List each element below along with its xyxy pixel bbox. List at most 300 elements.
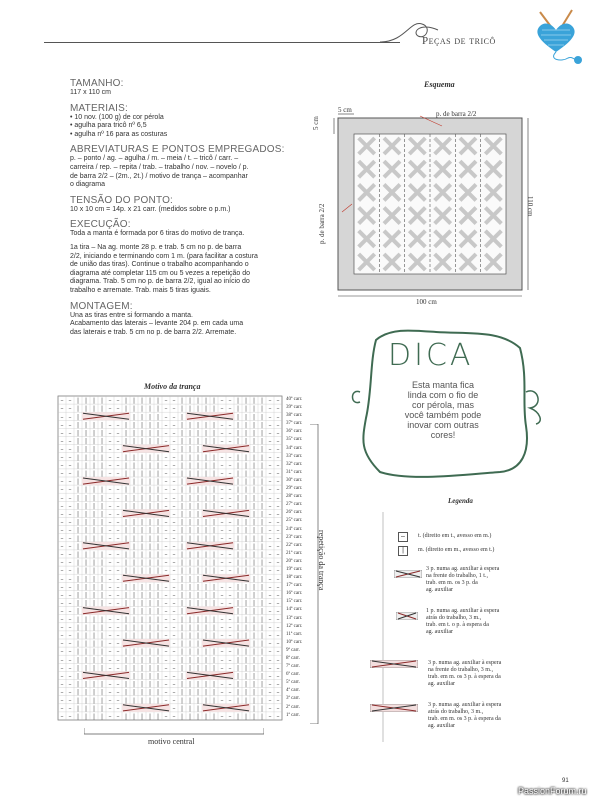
purl-stitch: –	[60, 656, 64, 664]
purl-stitch: –	[116, 616, 120, 624]
legend-symbol-cross-2	[396, 612, 418, 620]
knit-stitch: |	[132, 413, 136, 421]
knit-stitch: |	[244, 713, 248, 721]
purl-stitch: –	[172, 421, 176, 429]
purl-stitch: –	[220, 494, 224, 502]
tensao-title: TENSÃO DO PONTO:	[70, 194, 174, 206]
knit-stitch: |	[132, 397, 136, 405]
purl-stitch: –	[68, 575, 72, 583]
purl-stitch: –	[276, 543, 280, 551]
knit-stitch: |	[188, 438, 192, 446]
purl-stitch: –	[268, 640, 272, 648]
knit-stitch: |	[156, 559, 160, 567]
knit-stitch: |	[252, 559, 256, 567]
knit-stitch: |	[148, 624, 152, 632]
knit-stitch: |	[188, 446, 192, 454]
knit-stitch: |	[124, 462, 128, 470]
knit-stitch: |	[100, 502, 104, 510]
knit-stitch: |	[124, 600, 128, 608]
purl-stitch: –	[108, 502, 112, 510]
purl-stitch: –	[116, 600, 120, 608]
purl-stitch: –	[68, 478, 72, 486]
purl-stitch: –	[220, 421, 224, 429]
knit-stitch: |	[196, 454, 200, 462]
knit-stitch: |	[124, 430, 128, 437]
knit-stitch: |	[180, 454, 184, 462]
dica-line: inovar com outras	[407, 420, 479, 430]
knit-stitch: |	[76, 438, 80, 446]
knit-stitch: |	[100, 624, 104, 632]
execucao-line: 2/2, iniciando e terminando com 1 m. (para facilitar a costura	[70, 252, 258, 260]
purl-stitch: –	[60, 438, 64, 446]
knit-stitch: |	[244, 673, 248, 680]
row-label: 21ª carr.	[286, 550, 303, 556]
purl-stitch: –	[220, 430, 224, 437]
knit-stitch: |	[260, 535, 264, 543]
purl-stitch: –	[164, 608, 168, 616]
knit-stitch: |	[260, 527, 264, 535]
purl-stitch: –	[116, 656, 120, 664]
knit-stitch: |	[212, 656, 216, 664]
knit-stitch: |	[180, 446, 184, 454]
knit-stitch: |	[236, 681, 240, 689]
knit-stitch: |	[196, 551, 200, 559]
knit-stitch: |	[212, 713, 216, 721]
knit-stitch: |	[204, 689, 208, 697]
purl-stitch: –	[220, 567, 224, 575]
knit-stitch: |	[156, 583, 160, 591]
purl-stitch: –	[164, 583, 168, 591]
purl-stitch: –	[116, 689, 120, 697]
purl-stitch: –	[172, 413, 176, 421]
purl-stitch: –	[164, 632, 168, 640]
knit-stitch: |	[180, 689, 184, 697]
knit-stitch: |	[76, 535, 80, 543]
knit-stitch: |	[148, 543, 152, 551]
knit-stitch: |	[84, 664, 88, 672]
knit-stitch: |	[100, 535, 104, 543]
knit-stitch: |	[140, 430, 144, 437]
knit-stitch: |	[252, 648, 256, 656]
knit-stitch: |	[76, 405, 80, 413]
knit-stitch: |	[156, 616, 160, 624]
purl-stitch: –	[60, 705, 64, 713]
execucao-line: diagrama. Trab. 5 cm no p. de barra 2/2, igual ao início do	[70, 278, 250, 286]
purl-stitch: –	[172, 608, 176, 616]
purl-stitch: –	[276, 527, 280, 535]
knit-stitch: |	[76, 421, 80, 429]
purl-stitch: –	[60, 681, 64, 689]
motivo-title: Motivo da trança	[144, 382, 201, 391]
knit-stitch: |	[84, 494, 88, 502]
purl-stitch: –	[116, 421, 120, 429]
knit-stitch: |	[196, 632, 200, 640]
knit-stitch: |	[132, 567, 136, 575]
purl-stitch: –	[228, 494, 232, 502]
knit-stitch: |	[84, 713, 88, 721]
knit-stitch: |	[188, 486, 192, 494]
knit-stitch: |	[124, 454, 128, 462]
purl-stitch: –	[172, 486, 176, 494]
purl-stitch: –	[276, 438, 280, 446]
purl-stitch: –	[276, 494, 280, 502]
knit-stitch: |	[252, 519, 256, 527]
knit-stitch: |	[140, 681, 144, 689]
dica-text	[378, 380, 508, 440]
purl-stitch: –	[228, 624, 232, 632]
purl-stitch: –	[108, 486, 112, 494]
knit-stitch: |	[92, 397, 96, 405]
knit-stitch: |	[140, 494, 144, 502]
purl-stitch: –	[68, 656, 72, 664]
knit-stitch: |	[100, 664, 104, 672]
knit-stitch: |	[188, 616, 192, 624]
knit-stitch: |	[100, 656, 104, 664]
purl-stitch: –	[268, 705, 272, 713]
purl-stitch: –	[276, 575, 280, 583]
purl-stitch: –	[220, 583, 224, 591]
knit-stitch: |	[252, 624, 256, 632]
purl-stitch: –	[220, 438, 224, 446]
knit-stitch: |	[244, 421, 248, 429]
execucao-line: 1a tira – Na ag. monte 28 p. e trab. 5 cm no p. de barra	[70, 243, 242, 251]
knit-stitch: |	[76, 640, 80, 648]
purl-stitch: –	[60, 446, 64, 454]
purl-stitch: –	[228, 551, 232, 559]
purl-stitch: –	[172, 616, 176, 624]
knit-stitch: |	[236, 397, 240, 405]
knit-stitch: |	[92, 616, 96, 624]
knit-stitch: |	[84, 405, 88, 413]
knit-stitch: |	[132, 648, 136, 656]
knit-stitch: |	[148, 681, 152, 689]
knit-stitch: |	[204, 535, 208, 543]
knit-stitch: |	[84, 502, 88, 510]
knit-stitch: |	[196, 705, 200, 713]
montagem-line: das laterais e trab. 5 cm no p. de barra 2/2. Arremate.	[70, 328, 237, 336]
knit-stitch: |	[156, 462, 160, 470]
knit-stitch: |	[196, 567, 200, 575]
knit-stitch: |	[148, 608, 152, 616]
knit-stitch: |	[148, 689, 152, 697]
knit-stitch: |	[180, 681, 184, 689]
knit-stitch: |	[92, 592, 96, 599]
knit-stitch: |	[180, 673, 184, 680]
purl-stitch: –	[268, 454, 272, 462]
knit-stitch: |	[156, 567, 160, 575]
purl-stitch: –	[164, 397, 168, 405]
materiais-item: • 10 nov. (100 g) de cor pérola	[70, 113, 164, 121]
knit-stitch: |	[132, 551, 136, 559]
purl-stitch: –	[60, 713, 64, 721]
knit-stitch: |	[140, 551, 144, 559]
knit-stitch: |	[92, 519, 96, 527]
purl-stitch: –	[60, 583, 64, 591]
purl-stitch: –	[108, 624, 112, 632]
knit-stitch: |	[236, 616, 240, 624]
knit-stitch: |	[252, 640, 256, 648]
purl-stitch: –	[220, 600, 224, 608]
knit-stitch: |	[212, 454, 216, 462]
purl-stitch: –	[268, 405, 272, 413]
purl-stitch: –	[68, 454, 72, 462]
knit-stitch: |	[76, 713, 80, 721]
knit-stitch: |	[156, 421, 160, 429]
purl-stitch: –	[220, 527, 224, 535]
knit-stitch: |	[188, 430, 192, 437]
knit-stitch: |	[260, 454, 264, 462]
purl-stitch: –	[268, 681, 272, 689]
purl-stitch: –	[60, 535, 64, 543]
purl-stitch: –	[116, 511, 120, 518]
knit-stitch: |	[180, 583, 184, 591]
row-label: 40ª carr.	[286, 397, 303, 402]
purl-stitch: –	[68, 664, 72, 672]
purl-stitch: –	[116, 681, 120, 689]
purl-stitch: –	[116, 567, 120, 575]
purl-stitch: –	[164, 478, 168, 486]
row-label: 13ª carr.	[286, 615, 303, 621]
knit-stitch: |	[148, 664, 152, 672]
knit-stitch: |	[236, 438, 240, 446]
knit-stitch: |	[100, 421, 104, 429]
purl-stitch: –	[116, 640, 120, 648]
purl-stitch: –	[276, 689, 280, 697]
knit-stitch: |	[180, 462, 184, 470]
knit-stitch: |	[260, 600, 264, 608]
knit-stitch: |	[132, 527, 136, 535]
knit-stitch: |	[76, 519, 80, 527]
knit-stitch: |	[252, 494, 256, 502]
knit-stitch: |	[244, 486, 248, 494]
purl-stitch: –	[108, 616, 112, 624]
knit-stitch: |	[236, 673, 240, 680]
knit-stitch: |	[244, 559, 248, 567]
knit-stitch: |	[212, 438, 216, 446]
knit-stitch: |	[148, 673, 152, 680]
knit-stitch: |	[148, 397, 152, 405]
knit-stitch: |	[148, 519, 152, 527]
knit-stitch: |	[84, 583, 88, 591]
purl-stitch: –	[68, 681, 72, 689]
purl-stitch: –	[116, 559, 120, 567]
knit-stitch: |	[76, 705, 80, 713]
row-label: 36ª carr.	[286, 429, 303, 435]
purl-stitch: –	[220, 405, 224, 413]
knit-stitch: |	[92, 535, 96, 543]
purl-stitch: –	[268, 511, 272, 518]
purl-stitch: –	[108, 632, 112, 640]
knit-stitch: |	[188, 600, 192, 608]
knit-stitch: |	[84, 559, 88, 567]
knit-stitch: |	[124, 470, 128, 478]
knit-stitch: |	[196, 648, 200, 656]
knit-stitch: |	[100, 470, 104, 478]
purl-stitch: –	[172, 478, 176, 486]
knit-stitch: |	[260, 486, 264, 494]
knit-stitch: |	[124, 559, 128, 567]
knit-stitch: |	[252, 454, 256, 462]
purl-stitch: –	[268, 486, 272, 494]
knit-stitch: |	[140, 462, 144, 470]
knit-stitch: |	[236, 632, 240, 640]
purl-stitch: –	[228, 519, 232, 527]
knit-stitch: |	[140, 502, 144, 510]
knit-stitch: |	[76, 527, 80, 535]
materiais-block	[70, 103, 288, 140]
execucao-line: trabalho e arremate. Trab. mais 5 tiras iguais.	[70, 286, 211, 294]
purl-stitch: –	[108, 438, 112, 446]
legend-symbol-meia: |	[398, 546, 408, 556]
knit-stitch: |	[260, 551, 264, 559]
repeat-label: repetição da trança	[317, 530, 326, 591]
knit-stitch: |	[140, 624, 144, 632]
knit-stitch: |	[252, 446, 256, 454]
purl-stitch: –	[68, 405, 72, 413]
legend-line: 3 p. numa ag. auxiliar à espera	[428, 660, 502, 666]
knit-stitch: |	[124, 632, 128, 640]
knit-stitch: |	[244, 567, 248, 575]
knit-stitch: |	[236, 421, 240, 429]
knit-stitch: |	[132, 583, 136, 591]
knit-stitch: |	[124, 551, 128, 559]
knit-stitch: |	[204, 405, 208, 413]
purl-stitch: –	[220, 462, 224, 470]
knit-stitch: |	[92, 656, 96, 664]
knit-stitch: |	[180, 624, 184, 632]
knit-stitch: |	[100, 567, 104, 575]
knit-stitch: |	[156, 592, 160, 599]
purl-stitch: –	[164, 656, 168, 664]
purl-stitch: –	[116, 486, 120, 494]
knit-stitch: |	[132, 502, 136, 510]
purl-stitch: –	[276, 454, 280, 462]
purl-stitch: –	[116, 592, 120, 599]
knit-stitch: |	[260, 575, 264, 583]
purl-stitch: –	[116, 502, 120, 510]
knit-stitch: |	[148, 567, 152, 575]
knit-stitch: |	[148, 583, 152, 591]
knit-stitch: |	[84, 527, 88, 535]
purl-stitch: –	[116, 535, 120, 543]
row-label: 20ª carr.	[286, 558, 303, 564]
knit-stitch: |	[188, 592, 192, 599]
row-label: 15ª carr.	[286, 599, 303, 605]
knit-stitch: |	[196, 486, 200, 494]
legend-item-cross-1	[426, 566, 499, 594]
materiais-item: • agulha nº 16 para as costuras	[70, 130, 168, 138]
knit-stitch: |	[252, 608, 256, 616]
knit-stitch: |	[212, 502, 216, 510]
row-label: 38ª carr.	[286, 413, 303, 419]
knit-stitch: |	[148, 462, 152, 470]
knit-stitch: |	[100, 405, 104, 413]
knit-stitch: |	[156, 656, 160, 664]
knit-stitch: |	[212, 397, 216, 405]
purl-stitch: –	[268, 527, 272, 535]
knit-stitch: |	[124, 583, 128, 591]
tamanho-value: 117 x 110 cm	[70, 89, 111, 96]
knit-stitch: |	[236, 689, 240, 697]
knit-stitch: |	[260, 705, 264, 713]
knit-stitch: |	[252, 397, 256, 405]
purl-stitch: –	[220, 713, 224, 721]
knit-stitch: |	[140, 608, 144, 616]
knit-stitch: |	[188, 494, 192, 502]
knit-stitch: |	[260, 656, 264, 664]
knit-stitch: |	[180, 535, 184, 543]
row-label: 31ª carr.	[286, 469, 303, 475]
knit-stitch: |	[76, 632, 80, 640]
knit-stitch: |	[100, 446, 104, 454]
knit-stitch: |	[236, 648, 240, 656]
knit-stitch: |	[92, 511, 96, 518]
knit-stitch: |	[188, 551, 192, 559]
purl-stitch: –	[60, 519, 64, 527]
purl-stitch: –	[60, 527, 64, 535]
purl-stitch: –	[220, 656, 224, 664]
purl-stitch: –	[172, 697, 176, 705]
knit-stitch: |	[132, 438, 136, 446]
purl-stitch: –	[108, 681, 112, 689]
knit-stitch: |	[196, 438, 200, 446]
purl-stitch: –	[220, 632, 224, 640]
purl-stitch: –	[276, 673, 280, 680]
purl-stitch: –	[116, 397, 120, 405]
knit-stitch: |	[180, 575, 184, 583]
knit-stitch: |	[156, 478, 160, 486]
row-label: 26ª carr.	[286, 510, 303, 516]
purl-stitch: –	[276, 502, 280, 510]
knit-stitch: |	[92, 640, 96, 648]
row-label: 24ª carr.	[286, 526, 303, 532]
esquema-label-5cm-top: 5 cm	[338, 106, 352, 114]
knit-stitch: |	[180, 632, 184, 640]
knit-stitch: |	[100, 454, 104, 462]
purl-stitch: –	[164, 559, 168, 567]
knit-stitch: |	[188, 470, 192, 478]
purl-stitch: –	[68, 583, 72, 591]
row-label: 29ª carr.	[286, 486, 303, 492]
knit-stitch: |	[76, 543, 80, 551]
knit-stitch: |	[132, 624, 136, 632]
legend-line: 1 p. numa ag. auxiliar à espera	[426, 608, 500, 614]
knit-stitch: |	[236, 624, 240, 632]
knit-stitch: |	[76, 583, 80, 591]
knit-stitch: |	[156, 535, 160, 543]
knit-stitch: |	[188, 421, 192, 429]
row-label: 2ª carr.	[286, 704, 300, 710]
tamanho-title: TAMANHO:	[70, 78, 124, 89]
knit-stitch: |	[204, 697, 208, 705]
purl-stitch: –	[164, 519, 168, 527]
knit-stitch: |	[100, 527, 104, 535]
knit-stitch: |	[252, 616, 256, 624]
knit-stitch: |	[260, 681, 264, 689]
row-label: 39ª carr.	[286, 405, 303, 411]
dica-line: cores!	[430, 430, 456, 440]
purl-stitch: –	[220, 470, 224, 478]
knit-stitch: |	[244, 689, 248, 697]
purl-stitch: –	[276, 462, 280, 470]
knit-stitch: |	[260, 689, 264, 697]
purl-stitch: –	[116, 713, 120, 721]
knit-stitch: |	[180, 608, 184, 616]
knit-stitch: |	[252, 656, 256, 664]
purl-stitch: –	[268, 689, 272, 697]
knit-stitch: |	[124, 519, 128, 527]
knit-stitch: |	[84, 446, 88, 454]
